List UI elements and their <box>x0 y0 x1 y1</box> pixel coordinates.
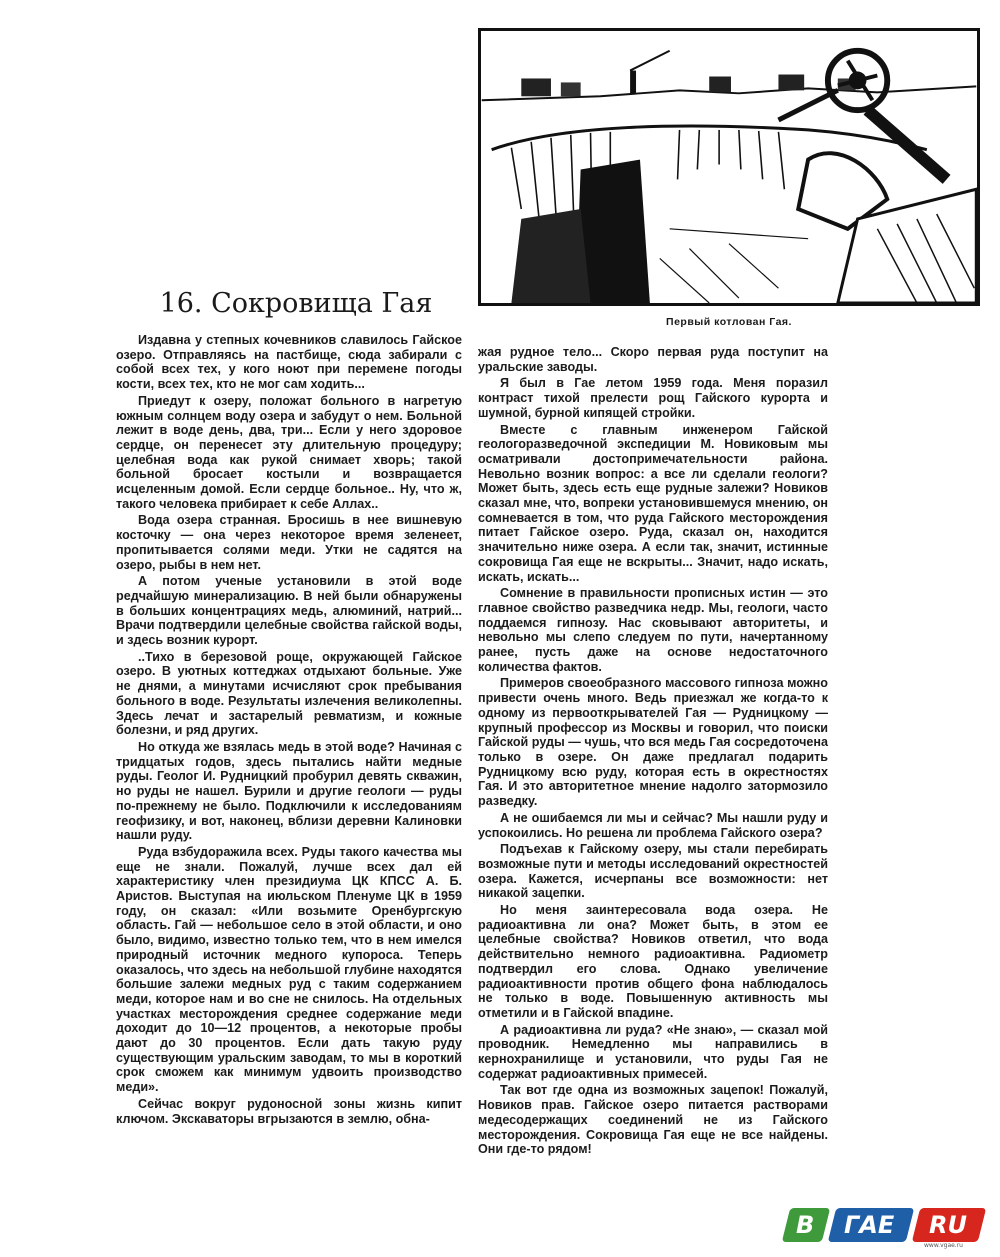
paragraph: Издавна у степных кочевников славилось Гайское озеро. Отправляясь на пастбище, сюда забирали с собой всех тех, у кого ноют при перемене погоды кости, всех тех, кто не мог сам ходить... <box>116 333 462 392</box>
paragraph: Но откуда же взялась медь в этой воде? Начиная с тридцатых годов, здесь пытались найти медные руды. Геолог И. Рудницкий пробурил девять скважин, но руды не нашел. Бурили и другие геологи — руды по-прежнему не было. Подключили к исследованиям геофизику, и вот, наконец, вблизи деревни Калиновки нашли руду. <box>116 739 462 843</box>
paragraph-continued: жая рудное тело... Скоро первая руда поступит на уральские заводы. <box>478 345 828 374</box>
paragraph: Вода озера странная. Бросишь в нее вишневую косточку — она через некоторое время зеленеет, пропитывается солями меди. Утки не садятся на озеро, рыбы в нем нет. <box>116 513 462 572</box>
paragraph: Приедут к озеру, положат больного в нагретую южным солнцем воду озера и забудут о нем. Больной лежит в воде день, два, три... Если у него здоровое сердце, он перенесет эту длительную процедуру; целебная вода как рукой снимает хворь; такой больной бросает костыли и возвращается исцеленным домой. Если сердце больное.. Ну, что ж, такого человека прибирает к себе Аллах.. <box>116 393 462 511</box>
paragraph: А не ошибаемся ли мы и сейчас? Мы нашли руду и успокоились. Но решена ли проблема Гайского озера? <box>478 810 828 840</box>
chapter-title: 16. Сокровища Гая <box>159 288 433 319</box>
paragraph: Так вот где одна из возможных зацепок! Пожалуй, Новиков прав. Гайское озеро питается растворами медесодержащих соединений не из Гайского месторождения. Сокровища Гая еще не все найдены. Они где-то рядом! <box>478 1083 828 1157</box>
paragraph: Руда взбудоражила всех. Руды такого качества мы еще не знали. Пожалуй, лучше всех дал ей характеристику член президиума ЦК КПСС А. Б. Аристов. Выступая на июльском Пленуме ЦК в 1959 году, он сказал: «Или возьмите Оренбургскую область. Гай — небольшое село в этой области, и оно было, видимо, известно только тем, что в нем имелся природный источник медного купороса. Теперь оказалось, что здесь на небольшой глубине находятся большие залежи медных руд с таким содержанием меди, которое нам и во сне не снилось. На отдельных участках месторождения среднее содержание меди доходит до 10—12 процентов, а некоторые пробы дают до 30 процентов. Если дать такую руду существующим уральским заводам, то мы в короткий срок сможем как минимум удвоить производство меди». <box>116 844 463 1095</box>
paragraph: Сейчас вокруг рудоносной зоны жизнь кипит ключом. Экскаваторы вгрызаются в землю, обна- <box>116 1096 462 1126</box>
logo-text-ru: RU <box>929 1211 967 1239</box>
paragraph: А радиоактивна ли руда? «Не знаю», — сказал мой проводник. Немедленно мы направились в кернохранилище и установили, что руды Гая не содержат радиоактивных примесей. <box>478 1022 828 1081</box>
paragraph: А потом ученые установили в этой воде редчайшую минерализацию. В ней были обнаружены в больших концентрациях медь, алюминий, натрий... Врачи подтвердили целебные свойства гайской воды, и здесь возник курорт. <box>116 574 462 648</box>
illustration-caption: Первый котлован Гая. <box>666 316 792 328</box>
paragraph: ..Тихо в березовой роще, окружающей Гайское озеро. В уютных коттеджах отдыхают больные. Уже не днями, а минутами исчисляют срок пребывания больного в воде. Результаты излечения великолепны. Здесь лечат и застарелый ревматизм, и кожные болезни, и ряд других. <box>116 649 462 738</box>
quarry-illustration <box>478 28 980 306</box>
paragraph: Подъехав к Гайскому озеру, мы стали перебирать возможные пути и методы исследований окрестностей озера. Кажется, исчерпаны все возможности: нет никакой зацепки. <box>478 842 828 901</box>
logo-text-gae: ГАЕ <box>844 1211 895 1239</box>
logo-url: www.vgae.ru <box>924 1242 963 1249</box>
paragraph: Я был в Гае летом 1959 года. Меня поразил контраст тихой прелести рощ Гайского курорта и шумной, бурной кипящей стройки. <box>478 376 828 420</box>
paragraph: Но меня заинтересовала вода озера. Не радиоактивна ли она? Может быть, в этом ее целебные свойства? Новиков ответил, что вода действительно немного радиоактивна. Радиометр подтвердил его слова. Однако увеличение радиоактивности против общего фона наблюдалось не только в воде. Повышенную активность мы отметили и в Гайской впадине. <box>478 903 828 1020</box>
right-column <box>478 345 828 1159</box>
site-logo[interactable] <box>786 1208 990 1248</box>
left-column <box>116 333 462 1128</box>
paragraph: Сомнение в правильности прописных истин — это главное свойство разведчика недр. Мы, геологи, часто поддаемся гипнозу. Нас сковывают авторитеты, и невольно мы слепо следуем по пути, начертанному ранее, пусть даже на основе недостаточного количества фактов. <box>478 586 828 674</box>
quarry-icon <box>481 31 977 303</box>
paragraph: Вместе с главным инженером Гайской геологоразведочной экспедиции М. Новиковым мы осматривали достопримечательности района. Невольно возник вопрос: а все ли сделали геологи? Может быть, здесь есть еще рудные залежи? Новиков сказал мне, что, вопреки установившемуся мнению, он сомневается в том, что руда Гайского месторождения питает Гайское озеро. Руда, сказал он, находится значительно ниже озера. А если так, значит, истинные сокровища Гая еще не вскрыты... Значит, надо искать, искать, искать... <box>478 422 828 584</box>
paragraph: Примеров своеобразного массового гипноза можно привести очень много. Ведь приезжал же когда-то к одному из первооткрывателей Гая — Рудницкому — крупный профессор из Москвы и говорил, что поиски Гайской руды — чушь, что вся медь Гая сосредоточена только в озере. Он даже предлагал подарить Рудницкому всю руду, которая есть в окрестностях Гая. И это авторитетное мнение надолго затормозило разведку. <box>478 676 828 809</box>
logo-text-v: В <box>796 1211 815 1239</box>
